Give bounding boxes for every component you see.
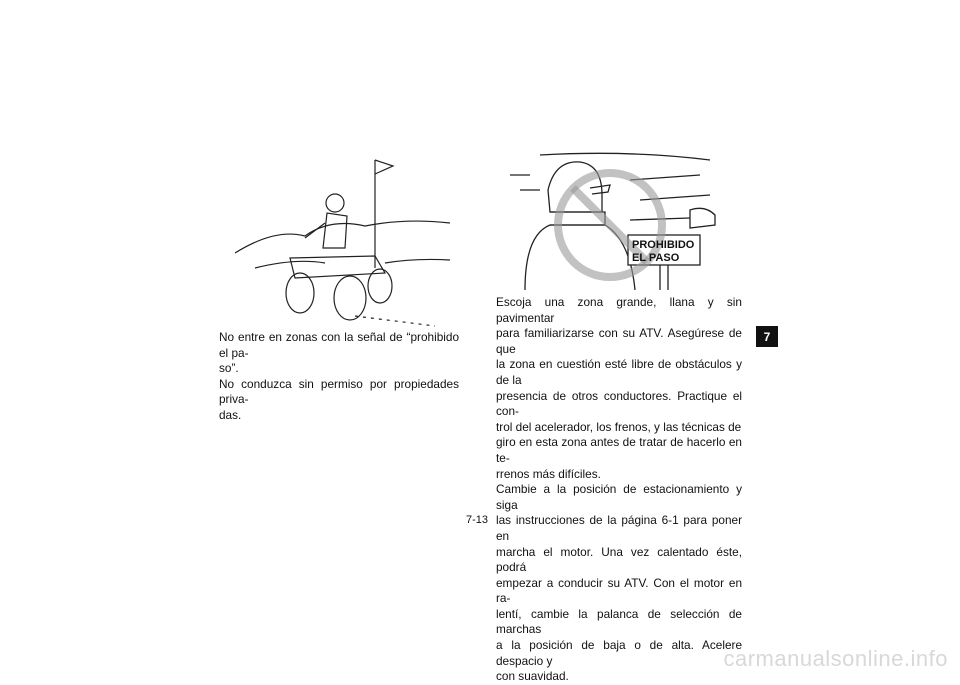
- text-line: presencia de otros conductores. Practique el con-: [496, 388, 742, 419]
- text-line: No conduzca sin permiso por propiedades priva-: [219, 376, 459, 407]
- sign-line-2: EL PASO: [632, 252, 680, 264]
- watermark: carmanualsonline.info: [723, 646, 948, 671]
- text-line: marcha el motor. Una vez calentado éste, podrá: [496, 544, 742, 575]
- section-tab: 7: [756, 326, 778, 347]
- text-line: No entre en zonas con la señal de “prohibido el pa-: [219, 330, 459, 360]
- sign-line-1: PROHIBIDO: [632, 239, 695, 251]
- text-line: das.: [219, 407, 242, 422]
- text-line: trol del acelerador, los frenos, y las técnicas de: [496, 419, 742, 434]
- left-column-text: [219, 330, 459, 424]
- text-line: para familiarizarse con su ATV. Asegúrese de que: [496, 326, 742, 356]
- page-number: 7-13: [466, 514, 489, 526]
- text-line: rrenos más difíciles.: [496, 466, 601, 481]
- text-line: Escoja una zona grande, llana y sin pavimentar: [496, 295, 742, 325]
- text-line: giro en esta zona antes de tratar de hacerlo en te-: [496, 435, 742, 465]
- prohibido-el-paso-illustration: [510, 150, 720, 290]
- right-column-text: [496, 295, 742, 685]
- text-line: con suavidad.: [496, 669, 569, 684]
- atv-rider-illustration: [235, 148, 455, 328]
- text-line: lentí, cambie la palanca de selección de marchas: [496, 606, 742, 637]
- text-line: la zona en cuestión esté libre de obstáculos y de la: [496, 357, 742, 387]
- text-line: las instrucciones de la página 6-1 para poner en: [496, 513, 742, 543]
- text-line: a la posición de baja o de alta. Acelere despacio y: [496, 638, 742, 668]
- text-line: Cambie a la posición de estacionamiento y siga: [496, 482, 742, 512]
- text-line: so”.: [219, 361, 239, 376]
- text-line: empezar a conducir su ATV. Con el motor en ra-: [496, 575, 742, 606]
